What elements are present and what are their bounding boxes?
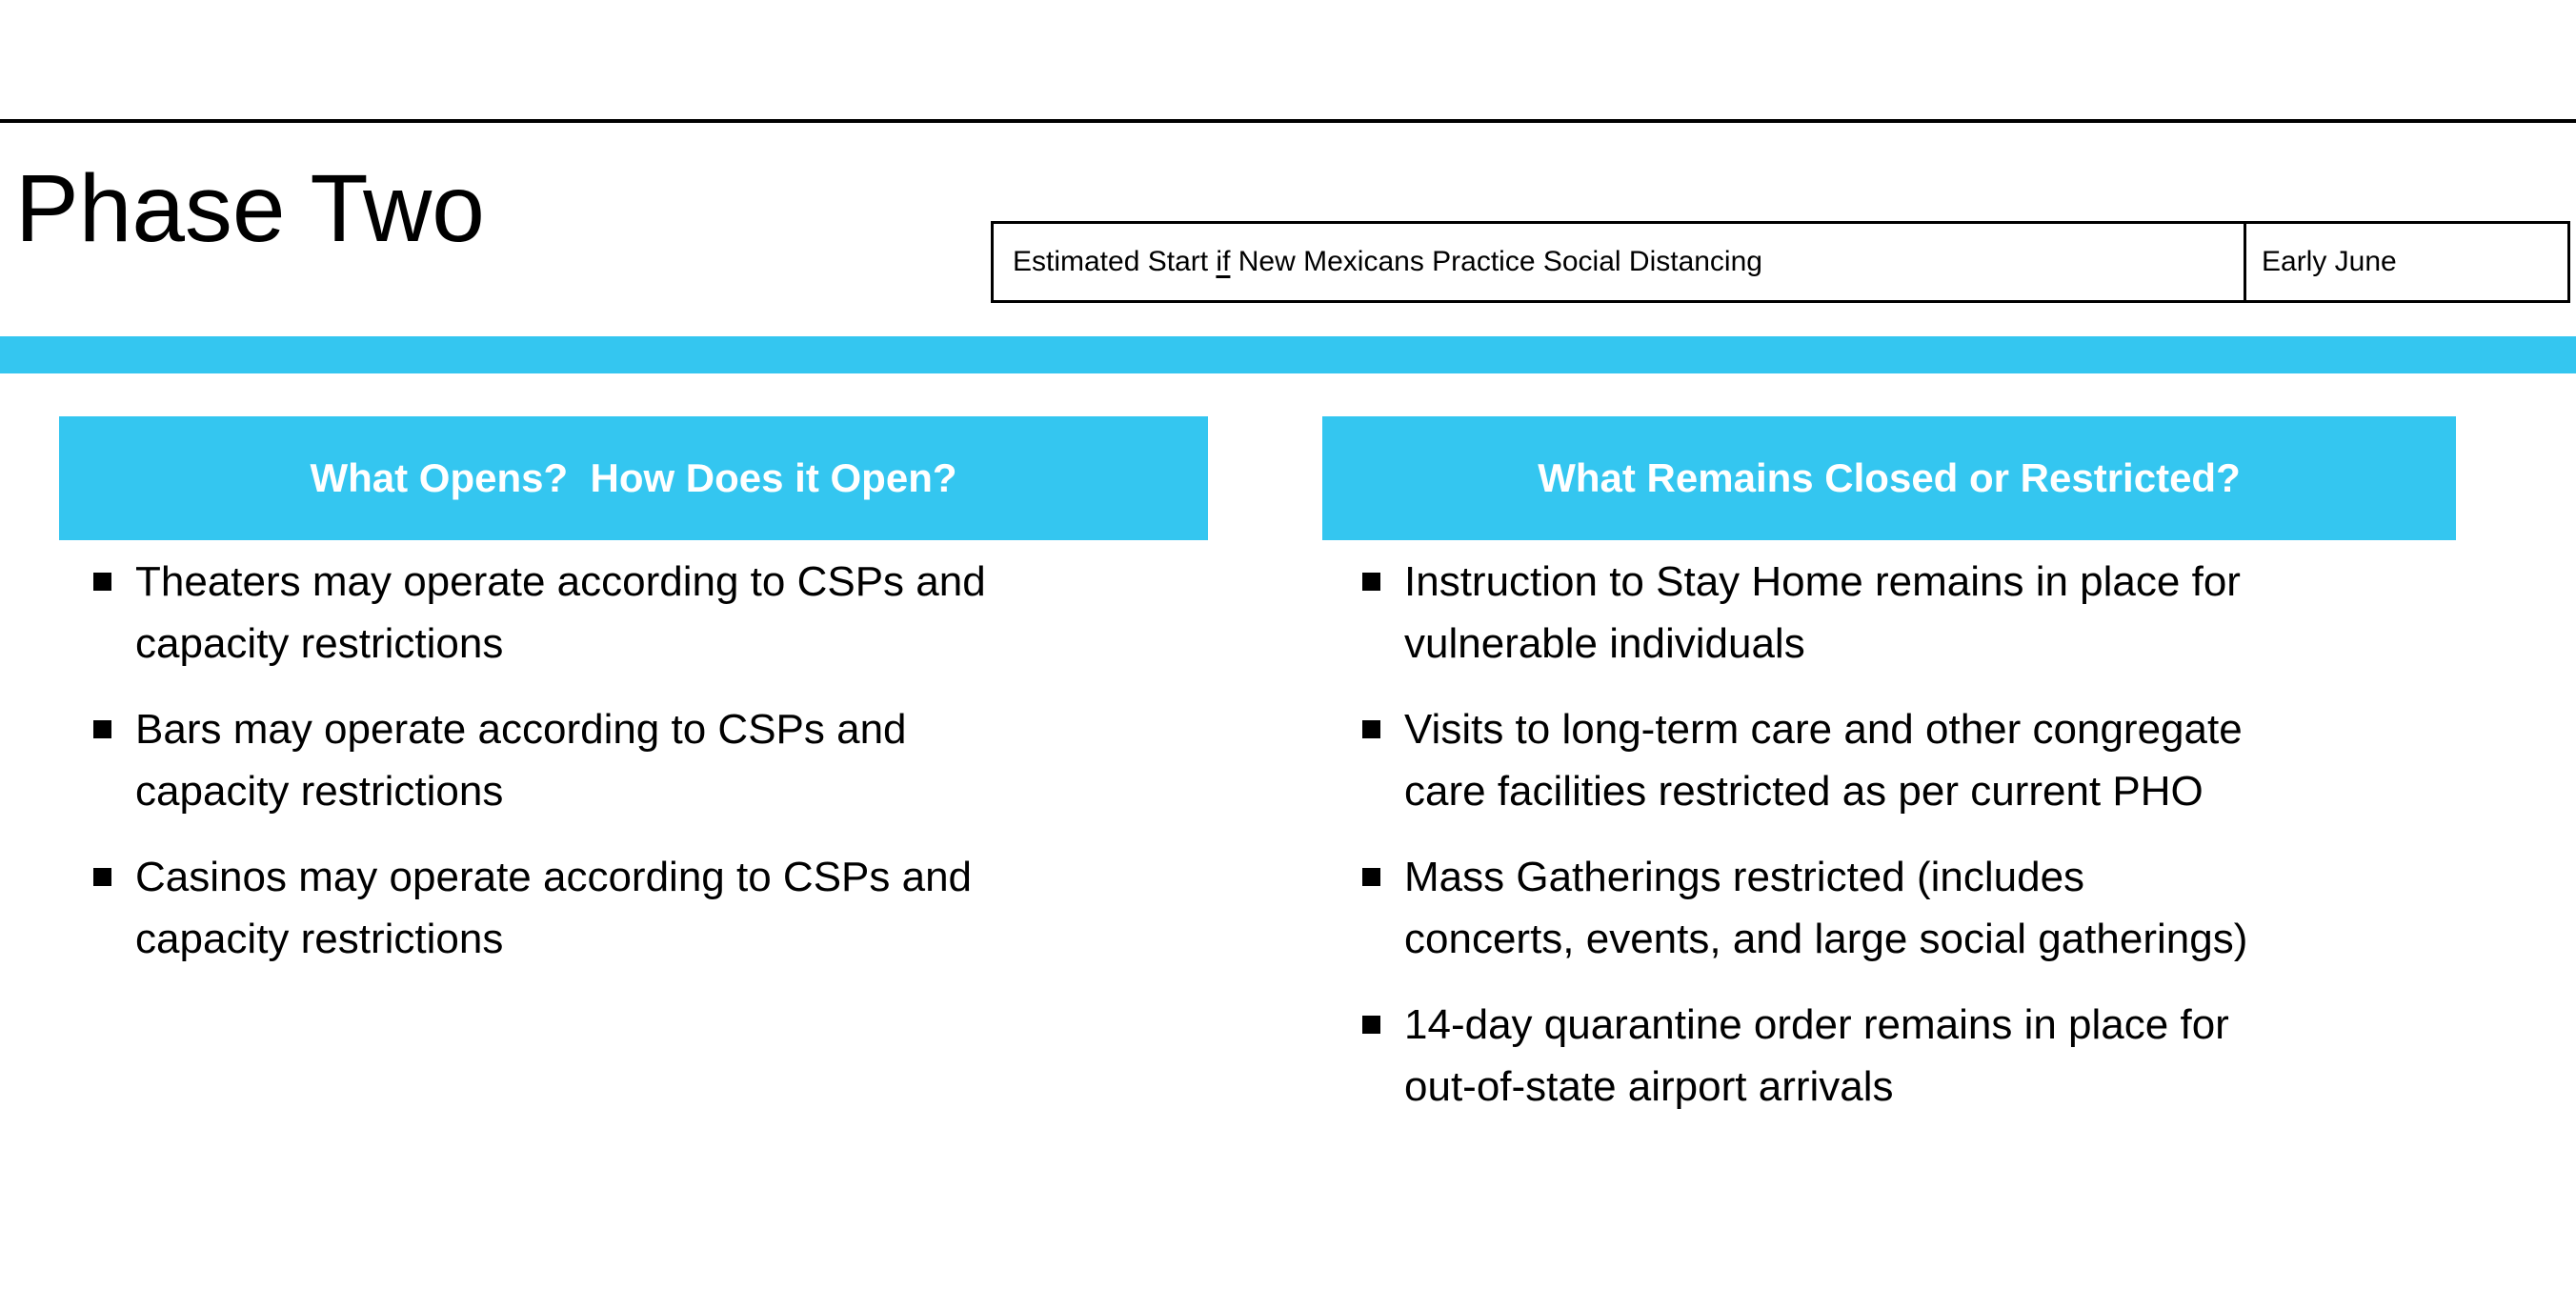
bullet-square-icon <box>93 868 111 886</box>
bullet-text: Mass Gatherings restricted (includes concerts, events, and large social gatherings) <box>1404 854 2248 962</box>
bullet-item <box>1362 698 2534 822</box>
bullet-item <box>93 846 1251 970</box>
bullet-item <box>1362 994 2534 1118</box>
right-bullet-list <box>1362 551 2534 1141</box>
bullet-square-icon <box>93 720 111 738</box>
bullet-square-icon <box>1362 868 1380 886</box>
estimated-start-value-cell: Early June <box>2262 246 2397 277</box>
bullet-text: Bars may operate according to CSPs and capacity restrictions <box>135 706 907 815</box>
estimated-start-label-suffix: New Mexicans Practice Social Distancing <box>1230 246 1762 277</box>
page-title: Phase Two <box>15 155 485 262</box>
bullet-item <box>93 698 1251 822</box>
bullet-text: 14-day quarantine order remains in place for out-of-state airport arrivals <box>1404 1001 2229 1110</box>
bullet-item <box>1362 551 2534 675</box>
bullet-item <box>1362 846 2534 970</box>
accent-bar <box>0 336 2576 373</box>
bullet-square-icon <box>1362 573 1380 591</box>
bullet-square-icon <box>1362 1016 1380 1034</box>
right-column-header: What Remains Closed or Restricted? <box>1322 416 2456 540</box>
left-bullet-list <box>93 551 1251 994</box>
estimated-start-label-underlined-word: if <box>1216 246 1231 277</box>
bullet-text: Instruction to Stay Home remains in place for vulnerable individuals <box>1404 558 2241 667</box>
bullet-item <box>93 551 1251 675</box>
left-column-header: What Opens? How Does it Open? <box>59 416 1208 540</box>
bullet-text: Visits to long-term care and other congregate care facilities restricted as per current PHO <box>1404 706 2243 815</box>
top-divider-line <box>0 119 2576 123</box>
bullet-text: Theaters may operate according to CSPs and capacity restrictions <box>135 558 986 667</box>
bullet-square-icon <box>1362 720 1380 738</box>
estimated-start-label-prefix: Estimated Start <box>1013 246 1217 277</box>
estimated-start-label-cell <box>994 224 2246 300</box>
bullet-square-icon <box>93 573 111 591</box>
estimated-start-table <box>991 221 2570 303</box>
bullet-text: Casinos may operate according to CSPs and capacity restrictions <box>135 854 973 962</box>
